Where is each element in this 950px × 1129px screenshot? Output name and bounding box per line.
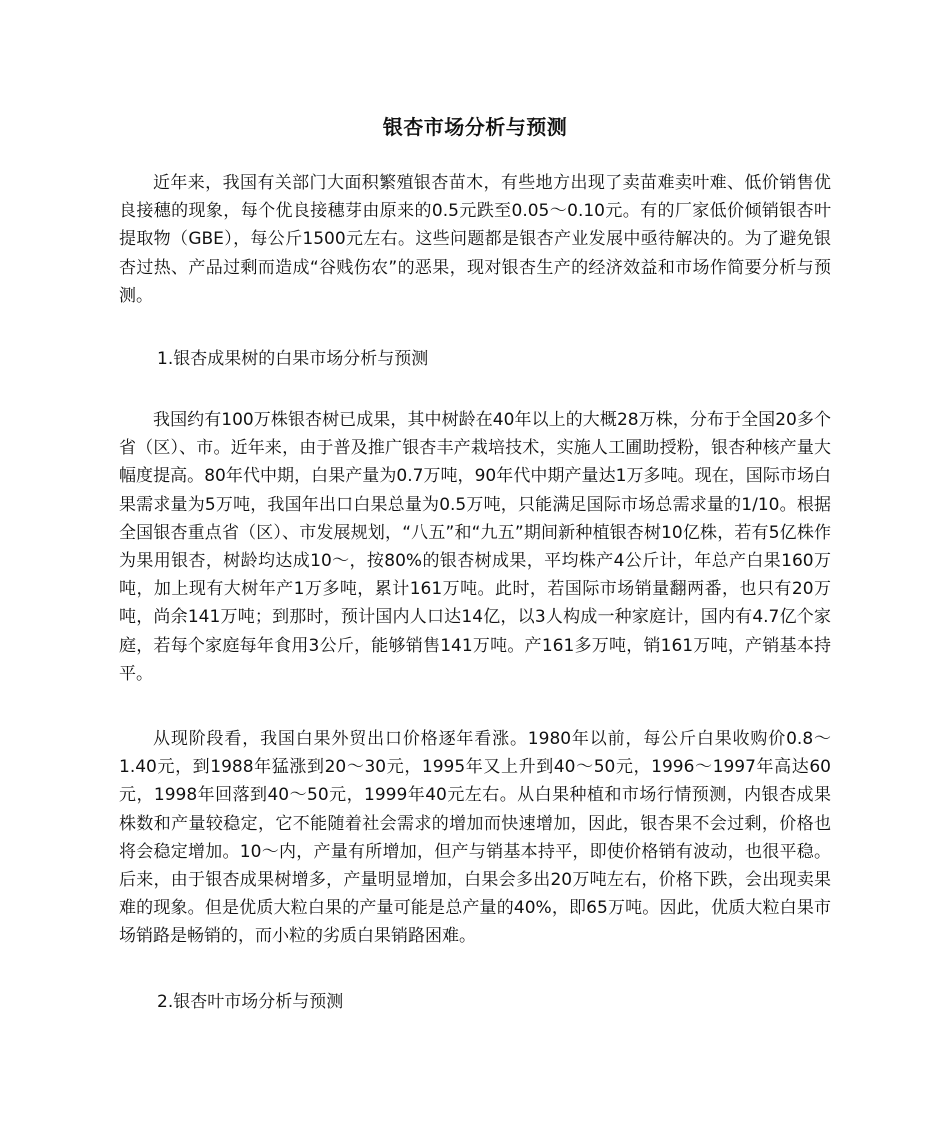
intro-paragraph: 近年来，我国有关部门大面积繁殖银杏苗木，有些地方出现了卖苗难卖叶难、低价销售优良接穗的现象，每个优良接穗芽由原来的0.5元跌至0.05～0.10元。有的厂家低价倾销银杏叶提取物（GBE），每公斤1500元左右。这些问题都是银杏产业发展中亟待解决的。为了避免银杏过热、产品过剩而造成“谷贱伤农”的恶果，现对银杏生产的经济效益和市场作简要分析与预测。 bbox=[119, 173, 831, 306]
section-1-heading: 1.银杏成果树的白果市场分析与预测 bbox=[157, 349, 429, 369]
section-2-heading: 2.银杏叶市场分析与预测 bbox=[157, 992, 344, 1012]
page-title: 银杏市场分析与预测 bbox=[382, 115, 568, 140]
section-1-paragraph-2: 从现阶段看，我国白果外贸出口价格逐年看涨。1980年以前，每公斤白果收购价0.8～1.40元，到1988年猛涨到20～30元，1995年又上升到40～50元，1996～1997年高达60元，1998年回落到40～50元，1999年40元左右。从白果种植和市场行情预测，内银杏成果株数和产量较稳定，它不能随着社会需求的增加而快速增加，因此，银杏果不会过剩，价格也将会稳定增加。10～内，产量有所增加，但产与销基本持平，即使价格销有波动，也很平稳。后来，由于银杏成果树增多，产量明显增加，白果会多出20万吨左右，价格下跌，会出现卖果难的现象。但是优质大粒白果的产量可能是总产量的40%，即65万吨。因此，优质大粒白果市场销路是畅销的，而小粒的劣质白果销路困难。 bbox=[119, 729, 831, 947]
section-1-paragraph-1: 我国约有100万株银杏树已成果，其中树龄在40年以上的大概28万株，分布于全国20多个省（区）、市。近年来，由于普及推广银杏丰产栽培技术，实施人工圃助授粉，银杏种核产量大幅度提高。80年代中期，白果产量为0.7万吨，90年代中期产量达1万多吨。现在，国际市场白果需求量为5万吨，我国年出口白果总量为0.5万吨，只能满足国际市场总需求量的1/10。根据全国银杏重点省（区）、市发展规划，“八五”和“九五”期间新种植银杏树10亿株，若有5亿株作为果用银杏，树龄均达成10～，按80%的银杏树成果，平均株产4公斤计，年总产白果160万吨，加上现有大树年产1万多吨，累计161万吨。此时，若国际市场销量翻两番，也只有20万吨，尚余141万吨；到那时，预计国内人口达14亿，以3人构成一种家庭计，国内有4.7亿个家庭，若每个家庭每年食用3公斤，能够销售141万吨。产161多万吨，销161万吨，产销基本持平。 bbox=[119, 410, 831, 684]
